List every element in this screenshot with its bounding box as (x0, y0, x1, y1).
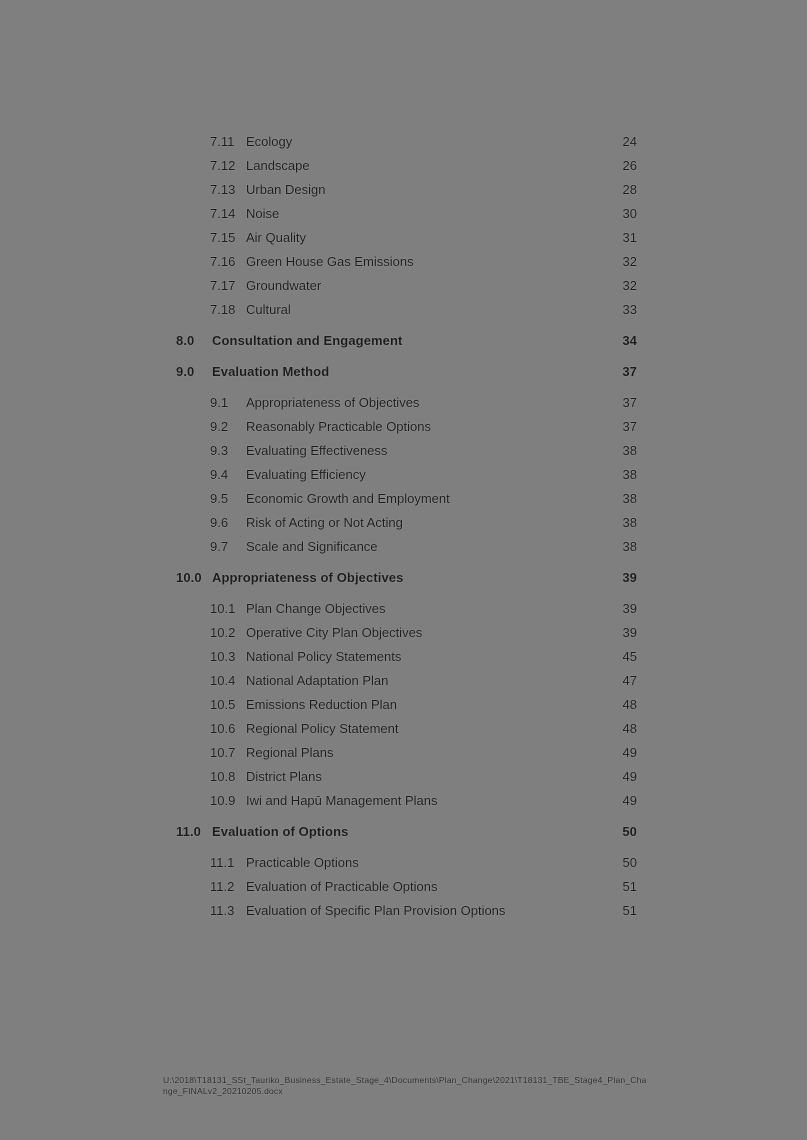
toc-entry[interactable] (176, 298, 637, 322)
toc-entry-page: 37 (622, 395, 637, 410)
toc-entry-number: 7.17 (210, 278, 236, 293)
toc-entry-title: Economic Growth and Employment (246, 491, 450, 506)
toc-entry-number: 10.4 (210, 673, 236, 688)
toc-entry[interactable] (176, 329, 637, 353)
toc-entry-page: 38 (622, 515, 637, 530)
toc-entry-number: 11.2 (210, 879, 235, 894)
toc-entry-page: 32 (622, 278, 637, 293)
toc-entry-page: 51 (622, 903, 637, 918)
toc-entry-page: 37 (622, 419, 637, 434)
toc-entry[interactable] (176, 487, 637, 511)
toc-entry-number: 10.6 (210, 721, 236, 736)
toc-entry-page: 38 (622, 491, 637, 506)
toc-entry[interactable] (176, 226, 637, 250)
toc-entry-title: Air Quality (246, 230, 306, 245)
toc-entry-page: 39 (622, 570, 637, 585)
toc-entry[interactable] (176, 597, 637, 621)
toc-entry-page: 28 (622, 182, 637, 197)
toc-entry-page: 51 (622, 879, 637, 894)
toc-entry[interactable] (176, 621, 637, 645)
toc-entry-number: 9.6 (210, 515, 229, 530)
toc-entry-number: 8.0 (176, 333, 195, 348)
toc-entry-number: 7.13 (210, 182, 236, 197)
toc-entry[interactable] (176, 415, 637, 439)
toc-entry-number: 10.0 (176, 570, 202, 585)
toc-entry-page: 39 (622, 601, 637, 616)
toc-entry[interactable] (176, 202, 637, 226)
toc-entry-title: Risk of Acting or Not Acting (246, 515, 403, 530)
toc-entry[interactable] (176, 899, 637, 923)
toc-entry[interactable] (176, 274, 637, 298)
toc-entry-title: Regional Plans (246, 745, 334, 760)
toc-entry-title: Emissions Reduction Plan (246, 697, 398, 712)
toc-entry-page: 38 (622, 467, 637, 482)
toc-entry-title: Iwi and Hapū Management Plans (246, 793, 438, 808)
toc-entry-page: 34 (622, 333, 637, 348)
toc-entry-page: 37 (622, 364, 637, 379)
toc-entry-number: 11.0 (176, 824, 201, 839)
toc-entry-title: Urban Design (246, 182, 326, 197)
toc-entry-title: Operative City Plan Objectives (246, 625, 423, 640)
toc-entry-title: Consultation and Engagement (212, 333, 403, 348)
toc-entry-title: Evaluating Effectiveness (246, 443, 388, 458)
toc-entry[interactable] (176, 463, 637, 487)
toc-entry-title: Cultural (246, 302, 291, 317)
toc-entry-number: 7.12 (210, 158, 236, 173)
toc-entry[interactable] (176, 645, 637, 669)
toc-entry-number: 10.8 (210, 769, 236, 784)
toc-entry-title: Reasonably Practicable Options (246, 419, 431, 434)
toc-entry[interactable] (176, 250, 637, 274)
toc-entry-number: 7.15 (210, 230, 236, 245)
toc-entry-number: 9.2 (210, 419, 229, 434)
toc-entry-page: 47 (622, 673, 637, 688)
toc-entry-page: 49 (622, 745, 637, 760)
toc-entry[interactable] (176, 669, 637, 693)
toc-entry-number: 9.3 (210, 443, 229, 458)
toc-entry-title: Green House Gas Emissions (246, 254, 414, 269)
toc-entry-title: Appropriateness of Objectives (246, 395, 420, 410)
toc-entry-number: 7.14 (210, 206, 236, 221)
toc-entry-page: 48 (622, 697, 637, 712)
toc-entry-number: 10.7 (210, 745, 236, 760)
toc-entry-number: 9.1 (210, 395, 229, 410)
toc-entry-number: 10.1 (210, 601, 236, 616)
toc-entry-number: 11.3 (210, 903, 235, 918)
toc-entry-page: 30 (622, 206, 637, 221)
toc-entry-page: 49 (622, 793, 637, 808)
toc-entry-number: 9.4 (210, 467, 229, 482)
toc-entry[interactable] (176, 360, 637, 384)
toc-entry[interactable] (176, 765, 637, 789)
toc-entry-page: 32 (622, 254, 637, 269)
toc-entry-number: 11.1 (210, 855, 235, 870)
toc-entry[interactable] (176, 693, 637, 717)
toc-entry-number: 7.16 (210, 254, 236, 269)
toc-entry-page: 39 (622, 625, 637, 640)
toc-entry-page: 33 (622, 302, 637, 317)
toc-entry[interactable] (176, 566, 637, 590)
toc-entry[interactable] (176, 391, 637, 415)
toc-entry-title: Ecology (246, 134, 293, 149)
toc-entry-number: 7.11 (210, 134, 235, 149)
toc-entry[interactable] (176, 511, 637, 535)
toc-entry[interactable] (176, 717, 637, 741)
toc-entry-number: 7.18 (210, 302, 236, 317)
toc-entry-page: 49 (622, 769, 637, 784)
toc-entry-title: Noise (246, 206, 280, 221)
toc-entry-page: 38 (622, 539, 637, 554)
toc-entry-page: 48 (622, 721, 637, 736)
toc-entry-title: National Adaptation Plan (246, 673, 389, 688)
toc-entry-title: Regional Policy Statement (246, 721, 399, 736)
toc-entry-title: Evaluation Method (212, 364, 330, 379)
toc-entry-page: 50 (622, 824, 637, 839)
toc-entry-number: 9.5 (210, 491, 229, 506)
toc-entry-title: Scale and Significance (246, 539, 378, 554)
toc-entry[interactable] (176, 820, 637, 844)
toc-entry[interactable] (176, 178, 637, 202)
toc-entry[interactable] (176, 130, 637, 154)
toc-entry[interactable] (176, 875, 637, 899)
toc-entry-title: Practicable Options (246, 855, 359, 870)
toc-entry-title: Evaluation of Specific Plan Provision Options (246, 903, 506, 918)
toc-entry-title: Evaluation of Options (212, 824, 349, 839)
toc-entry-title: Groundwater (246, 278, 322, 293)
toc-entry-title: District Plans (246, 769, 322, 784)
toc-entry[interactable] (176, 789, 637, 813)
toc-entry[interactable] (176, 851, 637, 875)
toc-entry[interactable] (176, 154, 637, 178)
toc-entry[interactable] (176, 741, 637, 765)
toc-entry[interactable] (176, 535, 637, 559)
toc-entry-page: 38 (622, 443, 637, 458)
toc-entry-number: 10.2 (210, 625, 236, 640)
toc-entry-title: Evaluation of Practicable Options (246, 879, 438, 894)
footer-file-path: U:\2018\T18131_SSt_Tauriko_Business_Estate_Stage_4\Documents\Plan_Change\2021\T18131_TBE_Stage4_Plan_Change_FINALv2_20210205.docx (163, 1075, 647, 1096)
toc-entry-number: 9.7 (210, 539, 229, 554)
toc-entry-page: 24 (622, 134, 637, 149)
toc-entry-number: 10.9 (210, 793, 236, 808)
toc-entry-title: Appropriateness of Objectives (212, 570, 404, 585)
toc-entry-number: 9.0 (176, 364, 195, 379)
toc-entry-title: Plan Change Objectives (246, 601, 386, 616)
toc-entry-page: 50 (622, 855, 637, 870)
toc-entry-page: 45 (622, 649, 637, 664)
toc-entry-number: 10.5 (210, 697, 236, 712)
toc-entry-title: Landscape (246, 158, 310, 173)
toc-entry-page: 26 (622, 158, 637, 173)
toc-entry[interactable] (176, 439, 637, 463)
table-of-contents (176, 130, 637, 923)
toc-entry-page: 31 (622, 230, 637, 245)
toc-entry-title: Evaluating Efficiency (246, 467, 366, 482)
toc-entry-number: 10.3 (210, 649, 236, 664)
toc-entry-title: National Policy Statements (246, 649, 402, 664)
